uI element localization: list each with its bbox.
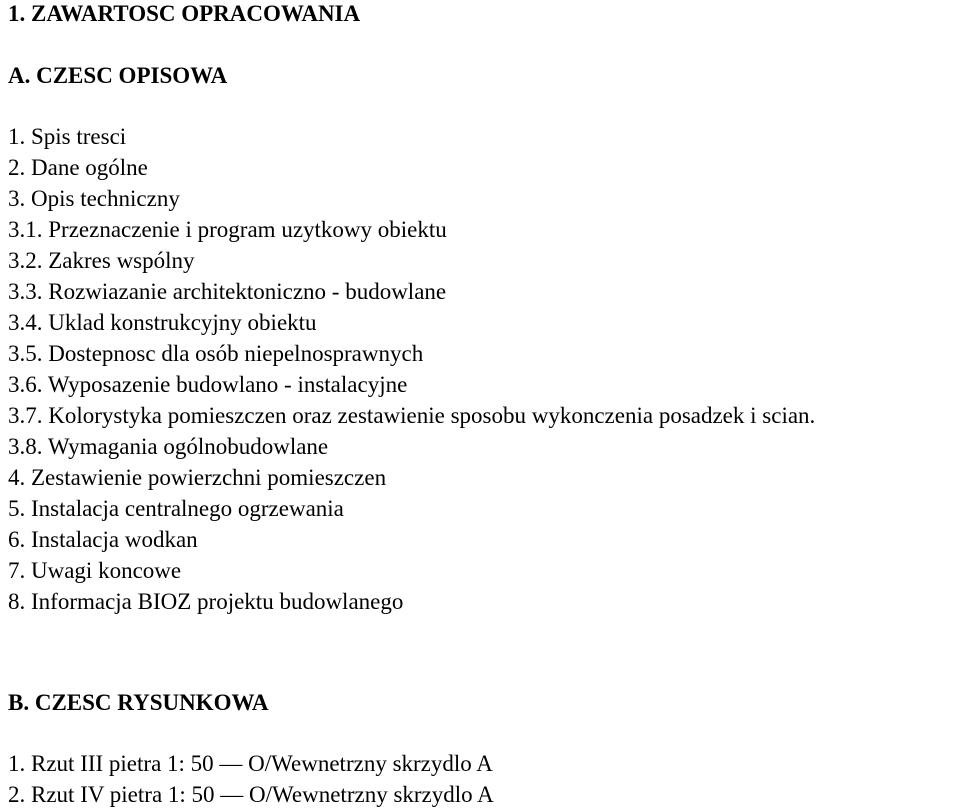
toc-item: 3.6. Wyposazenie budowlano - instalacyjne [8,372,408,397]
part-a-heading: A. CZESC OPISOWA [8,63,228,88]
toc-item: 3.7. Kolorystyka pomieszczen oraz zestawienie sposobu wykonczenia posadzek i scian. [8,403,816,428]
main-heading: 1. ZAWARTOSC OPRACOWANIA [8,1,361,26]
toc-item: 3.8. Wymagania ogólnobudowlane [8,434,329,459]
toc-item: 5. Instalacja centralnego ogrzewania [8,496,344,521]
drawing-list-item: 1. Rzut III pietra 1: 50 — O/Wewnetrzny skrzydlo A [8,751,493,776]
toc-item: 8. Informacja BIOZ projektu budowlanego [8,589,404,614]
toc-item: 3.3. Rozwiazanie architektoniczno - budowlane [8,279,447,304]
toc-item: 1. Spis tresci [8,124,127,149]
toc-item: 6. Instalacja wodkan [8,527,198,552]
toc-item: 7. Uwagi koncowe [8,558,182,583]
toc-item: 3.1. Przeznaczenie i program uzytkowy obiektu [8,217,447,242]
toc-item: 3.2. Zakres wspólny [8,248,195,273]
toc-item: 2. Dane ogólne [8,155,148,180]
toc-item: 3.4. Uklad konstrukcyjny obiektu [8,310,317,335]
toc-item: 3. Opis techniczny [8,186,180,211]
toc-item: 4. Zestawienie powierzchni pomieszczen [8,465,387,490]
toc-item: 3.5. Dostepnosc dla osób niepelnosprawnych [8,341,424,366]
part-b-heading: B. CZESC RYSUNKOWA [8,690,269,715]
drawing-list-item: 2. Rzut IV pietra 1: 50 — O/Wewnetrzny skrzydlo A [8,782,494,807]
